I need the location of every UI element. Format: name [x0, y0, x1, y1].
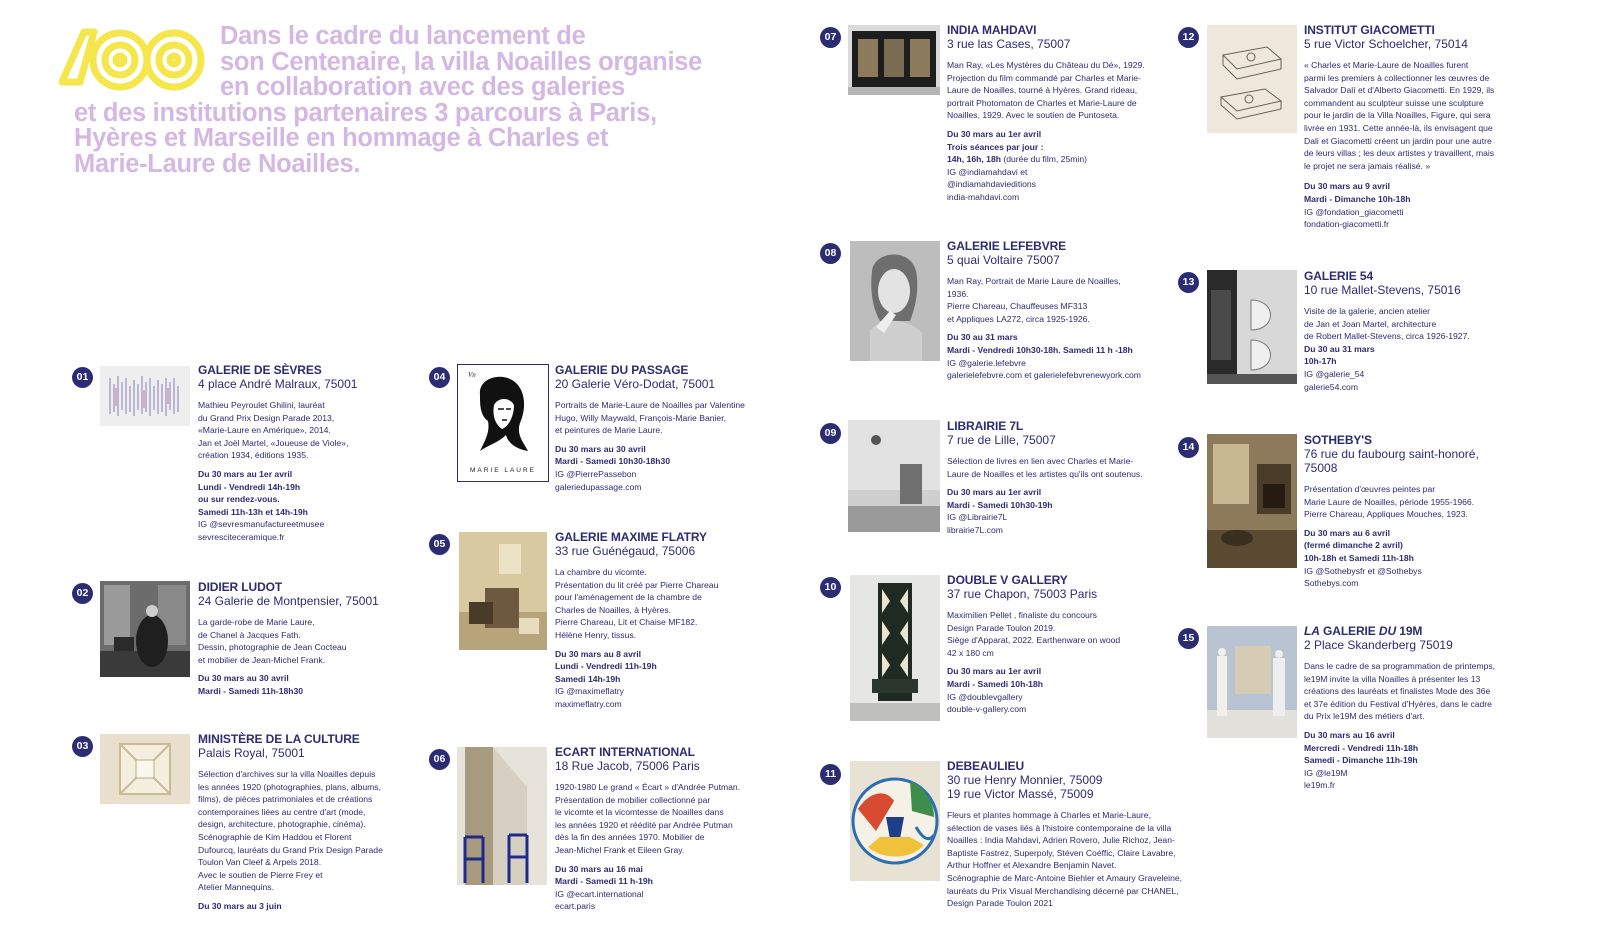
- date-line: Mercredi - Vendredi 11h-18h: [1304, 742, 1419, 753]
- venue-dates: [198, 468, 398, 518]
- entry-number: 08: [820, 243, 841, 264]
- desc-line: Dali et Giacometti créent un jardin pour une autre: [1304, 135, 1492, 146]
- desc-line: Siège d'Apparat, 2022. Earthenware on wood: [947, 635, 1121, 646]
- venue-address: 24 Galerie de Montpensier, 75001: [198, 594, 379, 608]
- desc-line: parmi les premiers à collectionner les œuvres de: [1304, 72, 1490, 83]
- desc-line: du Grand Prix Design Parade 2013,: [198, 412, 335, 423]
- date-line: Mardi - Vendredi 10h30-18h. Samedi 11 h -18h: [947, 344, 1133, 355]
- desc-line: Atelier Mannequins.: [198, 882, 274, 893]
- venue-address: 18 Rue Jacob, 75006 Paris: [555, 759, 700, 773]
- date-line: Mardi - Dimanche 10h-18h: [1304, 193, 1411, 204]
- venue-description: [1304, 660, 1514, 723]
- name-part: GALERIE: [1323, 624, 1376, 638]
- instagram-handle[interactable]: IG @fondation_giacometti: [1304, 206, 1404, 217]
- venue-address: 4 place André Malraux, 75001: [198, 377, 358, 391]
- venue-dates: [947, 128, 1157, 166]
- date-line: 10h-17h: [1304, 356, 1337, 367]
- venue-address: 5 rue Victor Schoelcher, 75014: [1304, 37, 1468, 51]
- desc-line: commandent au sculpteur suisse une sculpture: [1304, 97, 1484, 108]
- date-line: Mardi - Samedi 10h30-18h30: [555, 456, 671, 467]
- website-link[interactable]: india-mahdavi.com: [947, 191, 1020, 202]
- venue-name: DEBEAULIEU: [947, 759, 1025, 773]
- venue-description: [1304, 59, 1524, 172]
- venue-links: [947, 691, 1157, 716]
- venue-address: 37 rue Chapon, 75003 Paris: [947, 587, 1098, 601]
- venue-name: GALERIE DE SÈVRES: [198, 363, 322, 377]
- venue-address: [1304, 447, 1514, 475]
- website-link[interactable]: galerielefebvre.com et galerielefebvrenewyork.com: [947, 370, 1141, 381]
- venue-links: [1304, 206, 1524, 231]
- venue-description: [947, 809, 1187, 910]
- desc-line: «Marie-Laure en Amérique», 2014.: [198, 425, 331, 436]
- date-line: Du 30 mars au 30 avril: [555, 443, 646, 454]
- name-italic-part: LA: [1304, 624, 1320, 638]
- date-line: Du 30 mars au 30 avril: [198, 673, 289, 684]
- desc-line: Toulon Van Cleef & Arpels 2018.: [198, 857, 322, 868]
- intro-line: en collaboration avec des galeries: [220, 73, 626, 101]
- entry-number: 12: [1178, 27, 1199, 48]
- website-link[interactable]: Sothebys.com: [1304, 578, 1359, 589]
- desc-line: dès la fin des années 1970. Mobilier de: [555, 832, 705, 843]
- desc-line: Fleurs et plantes hommage à Charles et Marie-Laure,: [947, 810, 1151, 820]
- desc-line: et 37e édition du Festival d'Hyères, dans le cadre: [1304, 698, 1492, 709]
- desc-line: pour le jardin de la Villa Noailles, Figure, qui sera: [1304, 110, 1491, 121]
- date-line: Du 30 mars au 1er avril: [947, 128, 1042, 139]
- date-line: Samedi 14h-19h: [555, 673, 621, 684]
- desc-line: 42 x 180 cm: [947, 647, 994, 658]
- intro-line: son Centenaire, la villa Noailles organise: [220, 47, 702, 76]
- entry-number: 03: [72, 736, 93, 757]
- desc-line: Salvador Dalí et d'Alberto Giacometti. En 1929, ils: [1304, 85, 1495, 96]
- venue-name: [1304, 625, 1514, 638]
- venue-description: [198, 616, 398, 666]
- date-line: 10h-18h et Samedi 11h-18h: [1304, 552, 1414, 563]
- name-italic-part: DU: [1378, 624, 1397, 638]
- desc-line: Jan et Joël Martel, «Joueuse de Viole»,: [198, 437, 349, 448]
- entry-number: 05: [429, 534, 450, 555]
- venue-name: GALERIE LEFEBVRE: [947, 239, 1067, 253]
- venue-dates: [555, 863, 765, 888]
- venue-description: [947, 455, 1157, 480]
- ludot-archive-photo: [100, 581, 190, 677]
- desc-line: contemporaines liées au centre d'art (mode,: [198, 806, 366, 817]
- website-link[interactable]: librairie7L.com: [947, 524, 1003, 535]
- entry-number: 02: [72, 583, 93, 604]
- instagram-handle[interactable]: IG @ecart.international: [555, 888, 644, 899]
- venue-name: LIBRAIRIE 7L: [947, 419, 1024, 433]
- desc-line: Man Ray, «Les Mystères du Château du Dé», 1929.: [947, 60, 1145, 70]
- desc-line: « Charles et Marie-Laure de Noailles furent: [1304, 60, 1469, 70]
- intro-line: Hyères et Marseille en hommage à Charles et: [74, 124, 609, 152]
- date-line: Mardi - Samedi 10h30-19h: [947, 499, 1053, 510]
- desc-line: sélection de vases liés à l'histoire contemporaine de la villa: [947, 822, 1172, 833]
- desc-line: livrée en 1931. Cette année-là, ils envisagent que: [1304, 122, 1493, 133]
- entry-number: 10: [820, 577, 841, 598]
- desc-line: portrait Photomaton de Charles et Marie-Laure de: [947, 97, 1137, 108]
- venue-address-line: 30 rue Henry Monnier, 75009: [947, 773, 1103, 787]
- website-link[interactable]: maximeflatry.com: [555, 698, 622, 709]
- date-line: Du 30 mars au 3 juin: [198, 900, 282, 911]
- date-line: Du 30 mars au 9 avril: [1304, 181, 1390, 192]
- venue-dates: [198, 672, 398, 697]
- desc-line: Noailles : India Mahdavi, Adrien Rovero, Julie Richoz, Jean-: [947, 835, 1175, 846]
- desc-line: Pierre Chareau, Appliques Mouches, 1923.: [1304, 509, 1468, 520]
- venue-address: 7 rue de Lille, 75007: [947, 433, 1056, 447]
- venue-dates: [1304, 729, 1514, 767]
- desc-line: de leurs villas ; les deux artistes y travaillent, mais: [1304, 148, 1495, 159]
- desc-line: Arthur Hoffner et Alexandre Benjamin Navet.: [947, 860, 1117, 871]
- venue-name: GALERIE 54: [1304, 269, 1374, 283]
- date-line: Du 30 mars au 8 avril: [555, 648, 641, 659]
- venue-description: [1304, 305, 1514, 343]
- instagram-handle[interactable]: IG @indiamahdavi et: [947, 166, 1028, 177]
- date-line: [947, 153, 1157, 166]
- venue-links: [555, 685, 755, 710]
- desc-line: Scénographie de Marc-Antoine Biehler et Amaury Graveleine,: [947, 872, 1183, 883]
- date-line: Du 30 mars au 1er avril: [947, 666, 1042, 677]
- date-line: (fermé dimanche 2 avril): [1304, 540, 1403, 551]
- desc-line: La chambre du vicomte.: [555, 567, 647, 577]
- date-line: Trois séances par jour :: [947, 141, 1044, 152]
- desc-line: de Chanel à Jacques Fath.: [198, 629, 301, 640]
- venue-name: SOTHEBY'S: [1304, 433, 1372, 447]
- desc-line: Projection du film commandé par Charles et Marie-: [947, 72, 1141, 83]
- intro-line: et des institutions partenaires 3 parcours à Paris,: [74, 98, 657, 127]
- desc-line: Avec le soutien de Pierre Frey et: [198, 869, 323, 880]
- desc-line: Mathieu Peyroulet Ghilini, lauréat: [198, 400, 325, 410]
- desc-line: Design Parade Toulon 2021: [947, 898, 1053, 909]
- ecart-chairs-photo: [457, 747, 547, 885]
- venue-description: [555, 781, 765, 857]
- desc-line: Dessin, photographie de Jean Cocteau: [198, 642, 347, 653]
- entry-number: 07: [820, 27, 841, 48]
- instagram-handle[interactable]: IG @galerie.lefebvre: [947, 357, 1026, 368]
- intro-line: Dans le cadre du lancement de: [220, 22, 586, 50]
- venue-address-line: 19 rue Victor Massé, 75009: [947, 787, 1094, 801]
- website-link[interactable]: le19m.fr: [1304, 780, 1336, 791]
- venue-dates: [1304, 527, 1514, 565]
- desc-line: Sélection d'archives sur la villa Noailles depuis: [198, 769, 376, 779]
- instagram-handle[interactable]: IG @le19M: [1304, 767, 1348, 778]
- entry-number: 04: [429, 367, 450, 388]
- desc-line: Man Ray, Portrait de Marie Laure de Noailles,: [947, 276, 1121, 286]
- venue-address: 33 rue Guénégaud, 75006: [555, 544, 696, 558]
- name-part: 19M: [1399, 624, 1423, 638]
- venue-links: [1304, 767, 1514, 792]
- date-line: Du 30 mars au 1er avril: [198, 468, 293, 479]
- website-link[interactable]: sevresciteceramique.fr: [198, 531, 285, 542]
- desc-line: de Jan et Joan Martel, architecture: [1304, 318, 1437, 329]
- venue-links: [1304, 368, 1514, 393]
- intro-text: [74, 24, 714, 177]
- desc-line: 1936.: [947, 288, 969, 299]
- desc-line: Pierre Chareau, Chauffeuses MF313: [947, 301, 1088, 312]
- desc-line: le vicomte et la vicomtesse de Noailles dans: [555, 807, 724, 818]
- venue-links: [1304, 565, 1514, 590]
- instagram-handle[interactable]: IG @sevresmanufactureetmusee: [198, 519, 325, 530]
- desc-line: Maximilien Pellet , finaliste du concours: [947, 610, 1097, 620]
- venue-links: [947, 357, 1157, 382]
- date-line: Lundi - Vendredi 14h-19h: [198, 481, 301, 492]
- instagram-handle[interactable]: IG @maximeflatry: [555, 686, 624, 697]
- venue-address: 3 rue las Cases, 75007: [947, 37, 1071, 51]
- desc-line: 1920-1980 Le grand « Écart » d'Andrée Putman.: [555, 782, 741, 792]
- venue-dates: [555, 648, 755, 686]
- desc-line: Scénographie de Kim Haddou et Florent: [198, 831, 352, 842]
- librairie-interior-photo: [848, 420, 940, 532]
- date-line: Mardi - Samedi 10h-18h: [947, 678, 1043, 689]
- venue-dates: [1304, 343, 1514, 368]
- desc-line: Baptiste Fastrez, Superpoly, Stéven Coéffic, Claire Lavabre,: [947, 847, 1176, 858]
- desc-line: le projet ne sera jamais réalisé. »: [1304, 160, 1431, 171]
- desc-line: les années 1920 et réédité par Andrée Putman: [555, 819, 733, 830]
- website-link[interactable]: double-v-gallery.com: [947, 704, 1027, 715]
- venue-dates: [555, 443, 765, 468]
- desc-line: Laure de Noailles, tourné à Hyères. Grand rideau,: [947, 85, 1138, 96]
- image-caption: MARIE LAURE: [469, 467, 537, 474]
- desc-line: de Robert Mallet-Stevens, circa 1926-1927.: [1304, 331, 1470, 342]
- venue-name: ECART INTERNATIONAL: [555, 745, 695, 759]
- venue-name: DOUBLE V GALLERY: [947, 573, 1068, 587]
- desc-line: films), de pièces patrimoniales et de créations: [198, 794, 373, 805]
- venue-name: INSTITUT GIACOMETTI: [1304, 23, 1435, 37]
- desc-line: Noailles, 1929. Avec le soutien de Puntoseta.: [947, 110, 1120, 121]
- venue-description: [947, 275, 1157, 325]
- desc-line: Hugo, Willy Maywald, François-Marie Banier,: [555, 412, 726, 423]
- desc-line: Présentation du lit créé par Pierre Chareau: [555, 579, 719, 590]
- venue-dates: [947, 665, 1157, 690]
- instagram-handle[interactable]: IG @Sothebysfr et @Sothebys: [1304, 565, 1422, 576]
- venue-description: [198, 399, 398, 462]
- screening-note: (durée du film, 25min): [1000, 154, 1087, 165]
- galerie54-interior-photo: [1207, 270, 1297, 384]
- venue-address-line: 75008: [1304, 461, 1338, 475]
- desc-line: Jean-Michel Frank et Eileen Gray.: [555, 844, 685, 855]
- venue-address-line: 76 rue du faubourg saint-honoré,: [1304, 447, 1479, 461]
- instagram-handle[interactable]: IG @galerie_54: [1304, 368, 1365, 379]
- siege-apparat-photo: [850, 575, 940, 721]
- desc-line: Laure de Noailles et les artistes qu'ils ont soutenus.: [947, 468, 1143, 479]
- desc-line: Portraits de Marie-Laure de Noailles par Valentine: [555, 400, 745, 410]
- le19m-exhibition-photo: [1207, 626, 1297, 738]
- desc-line: et peintures de Marie Laure.: [555, 425, 663, 436]
- venue-dates: [198, 900, 418, 913]
- venue-links: [198, 518, 398, 543]
- website-link[interactable]: galeriedupassage.com: [555, 481, 642, 492]
- venue-description: [555, 566, 755, 642]
- instagram-handle[interactable]: IG @doublevgallery: [947, 691, 1023, 702]
- venue-address: 20 Galerie Véro-Dodat, 75001: [555, 377, 716, 391]
- date-line: ou sur rendez-vous.: [198, 494, 280, 505]
- desc-line: le19M invite la villa Noailles à présenter les 13: [1304, 673, 1481, 684]
- desc-line: Charles de Noailles, à Hyères.: [555, 604, 672, 615]
- desc-line: Sélection de livres en lien avec Charles et Marie-: [947, 456, 1134, 466]
- date-line: Mardi - Samedi 11h-18h30: [198, 685, 304, 696]
- venue-links: [555, 888, 765, 913]
- artist-signature: Vn: [468, 371, 476, 379]
- entry-number: 09: [820, 423, 841, 444]
- giacometti-sketch-photo: [1207, 25, 1297, 133]
- venue-description: [947, 59, 1157, 122]
- desc-line: du Prix le19M des métiers d'art.: [1304, 711, 1425, 722]
- venue-links: [555, 468, 765, 493]
- date-line: Mardi - Samedi 11 h-19h: [555, 876, 653, 887]
- sothebys-salon-photo: [1207, 434, 1297, 568]
- desc-line: et mobilier de Jean-Michel Frank.: [198, 654, 326, 665]
- entry-number: 13: [1178, 272, 1199, 293]
- desc-line: Présentation d'œuvres peintes par: [1304, 484, 1436, 494]
- venue-name: GALERIE DU PASSAGE: [555, 363, 689, 377]
- desc-line: pour l'aménagement de la chambre de: [555, 592, 702, 603]
- marie-laure-drawing: [457, 364, 549, 482]
- desc-line: Design Parade Toulon 2019.: [947, 622, 1056, 633]
- venue-links: [947, 166, 1157, 204]
- desc-line: design, architecture, photographie, cinéma).: [198, 819, 366, 830]
- debeaulieu-plate-artwork: [850, 761, 940, 881]
- desc-line: Présentation de mobilier collectionné par: [555, 794, 711, 805]
- entry-number: 06: [429, 749, 450, 770]
- venue-name: GALERIE MAXIME FLATRY: [555, 530, 707, 544]
- venue-name: INDIA MAHDAVI: [947, 23, 1037, 37]
- entry-number: 11: [820, 764, 841, 785]
- screening-times: 14h, 16h, 18h: [947, 154, 1001, 165]
- date-line: Du 30 mars au 6 avril: [1304, 527, 1390, 538]
- venue-name: DIDIER LUDOT: [198, 580, 283, 594]
- desc-line: Hélène Henry, tissus.: [555, 629, 637, 640]
- ministere-architecture-photo: [100, 734, 190, 804]
- venue-dates: [947, 331, 1157, 356]
- venue-description: [555, 399, 765, 437]
- venue-address: 5 quai Voltaire 75007: [947, 253, 1060, 267]
- venue-links: [947, 511, 1157, 536]
- website-link[interactable]: ecart.paris: [555, 901, 596, 912]
- date-line: Du 30 mars au 16 mai: [555, 863, 643, 874]
- entry-number: 01: [72, 367, 93, 388]
- intro-line: Marie-Laure de Noailles.: [74, 149, 361, 178]
- venue-description: [947, 609, 1157, 659]
- venue-address: Palais Royal, 75001: [198, 746, 305, 760]
- venue-dates: [1304, 180, 1524, 205]
- instagram-handle[interactable]: IG @PierrePassebon: [555, 468, 637, 479]
- desc-line: Marie Laure de Noailles, période 1955-1966.: [1304, 496, 1475, 507]
- venue-address: 2 Place Skanderberg 75019: [1304, 638, 1453, 652]
- portrait-drawing-icon: [458, 365, 548, 481]
- date-line: Du 30 mars au 16 avril: [1304, 729, 1395, 740]
- entry-number: 15: [1178, 628, 1199, 649]
- india-mahdavi-storefront-photo: [848, 25, 940, 95]
- desc-line: créations des lauréats et finalistes Mode des 36e: [1304, 686, 1491, 697]
- desc-line: Visite de la galerie, ancien atelier: [1304, 306, 1430, 316]
- desc-line: Dans le cadre de sa programmation de printemps,: [1304, 661, 1496, 671]
- flatry-bedroom-photo: [459, 532, 547, 650]
- desc-line: création 1934, éditions 1935.: [198, 450, 309, 461]
- date-line: Du 30 au 31 mars: [947, 332, 1018, 343]
- date-line: Lundi - Vendredi 11h-19h: [555, 661, 657, 672]
- sevres-artwork-photo: [100, 366, 190, 426]
- instagram-handle[interactable]: IG @Librairie7L: [947, 512, 1008, 523]
- venue-description: [198, 768, 418, 894]
- website-link[interactable]: galerie54.com: [1304, 381, 1358, 392]
- website-link[interactable]: fondation-giacometti.fr: [1304, 219, 1390, 230]
- date-line: Samedi - Dimanche 11h-19h: [1304, 755, 1418, 766]
- venue-name: MINISTÈRE DE LA CULTURE: [198, 732, 360, 746]
- desc-line: Dufourcq, lauréats du Grand Prix Design Parade: [198, 844, 383, 855]
- venue-description: [1304, 483, 1514, 521]
- instagram-handle[interactable]: @indiamahdavieditions: [947, 179, 1036, 190]
- venue-address: [947, 773, 1187, 801]
- entry-number: 14: [1178, 437, 1199, 458]
- desc-line: lauréats du Prix Visual Merchandising décerné par CHANEL,: [947, 885, 1179, 896]
- desc-line: La garde-robe de Marie Laure,: [198, 617, 315, 627]
- date-line: Du 30 mars au 1er avril: [947, 487, 1042, 498]
- desc-line: les années 1920 (photographies, plans, albums,: [198, 781, 381, 792]
- venue-address: 10 rue Mallet-Stevens, 75016: [1304, 283, 1461, 297]
- date-line: Du 30 au 31 mars: [1304, 343, 1375, 354]
- desc-line: et Appliques LA272, circa 1925-1926.: [947, 313, 1090, 324]
- man-ray-portrait-photo: [850, 241, 940, 361]
- date-line: Samedi 11h-13h et 14h-19h: [198, 506, 308, 517]
- venue-dates: [947, 486, 1157, 511]
- desc-line: Pierre Chareau, Lit et Chaise MF182.: [555, 617, 698, 628]
